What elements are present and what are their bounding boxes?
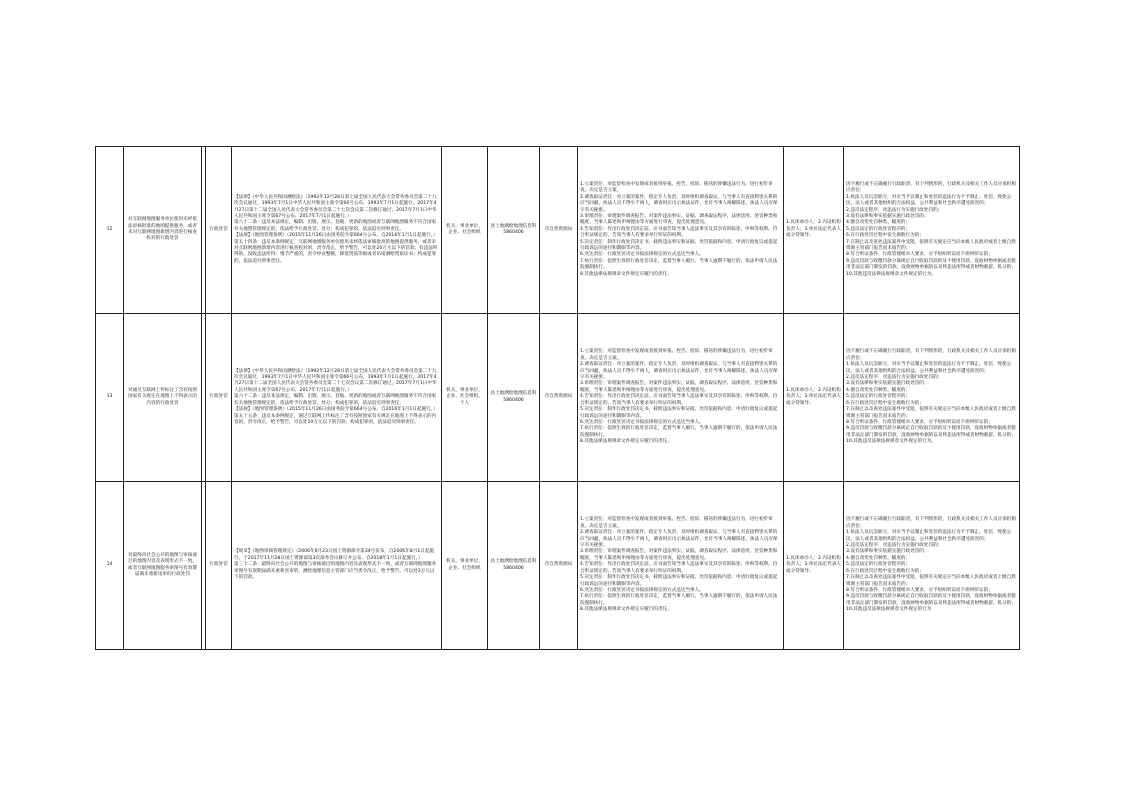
liability bbox=[844, 147, 1020, 314]
legal-basis bbox=[232, 314, 442, 482]
item-category: 行政处罚 bbox=[206, 147, 232, 314]
item-category: 行政处罚 bbox=[206, 314, 232, 482]
responsibility bbox=[578, 314, 784, 482]
liability bbox=[844, 482, 1020, 650]
responsibility bbox=[578, 482, 784, 650]
liability bbox=[844, 314, 1020, 482]
subject: 机关、事业单位、企业、社会组织 bbox=[442, 482, 488, 650]
responsibility-text: 1.立案责任：对监督检查中发现或者接到举报、控告、投诉、移送的涉嫌违法行为，进行初步审查，决定是否立案。 2.调查取证责任：对立案的案件，指定专人负责，及时组织调查取证，与当事人有直接利害关系的应当回避。执法人员不得少于两人，调查时应出示执法证件，允许当事人辩解陈述。执法人员应保守有关秘密。 3.审理责任：审理案件调查报告，对案件违法事实、证据、调查取证程序、法律适用、处罚种类和幅度、当事人陈述和申辩理由等方面进行审查，提出处理意见。 4.告知责任：作出行政处罚决定前，应书面告知当事人违法事实及其享有的陈述、申辩等权利。符合听证规定的，告知当事人有要求举行听证的权利。 5.决定责任：制作行政处罚决定书，载明违法事实和证据、处罚依据和内容、申请行政复议或提起行政诉讼的途径和期限等内容。 6.送达责任：行政处罚决定书按法律规定的方式送达当事人。 7.执行责任：依照生效的行政处罚决定，监督当事人履行。当事人逾期不履行的，依法申请人民法院强制执行。 8.其他法律法规规章文件规定应履行的责任。 bbox=[580, 517, 778, 613]
implementing-dept: 县土地测绘地理信息科5860406 bbox=[488, 147, 540, 314]
accountability-way: 1.具体承办人；2.内设机构负责人；3.单位法定代表人或分管领导。 bbox=[784, 482, 844, 650]
legal-basis-text: 【法律】《中华人民共和国测绘法》（1992年12月28日第七届全国人民代表大会常务委员会第二十九次会议通过，1993年7月1日中华人民共和国主席令第66号公布，1993年7月1日起施行。2017年4月27日第十二届全国人民代表大会常务委员会第二十七次会议第二次修订通过，2017年7月1日中华人民共和国主席令第67号公布，2017年7月1日起施行。） 第六十二条：违反本法规定，编制、出版、展示、登载、更新的地图或者互联网地图服务不符合国家有关地图管理规定的，依法给予行政处罚、处分；构成犯罪的，依法追究刑事责任。 【法规】《地图管理条例》（2015年11月26日由国务院令第664号公布，自2016年1月1日起施行。） 第五十四条：违反本条例规定，互联网地图服务单位使用未经依法审核批准的地图提供服务，或者未对互联网地图新增内容进行核查校对的，责令改正，给予警告，可以处20万元以下的罚款；有违法所得的，没收违法所得；情节严重的，责令停业整顿，降低资质等级或者吊销测绘资质证书；构成犯罪的，依法追究刑事责任。 bbox=[234, 194, 438, 264]
liability-text: 因不履行或不正确履行行政职责，有下列情形的，行政机关及相关工作人员应承担相应责任： 1.执法人员玩忽职守，对应当予以制止和处罚的违法行为不予制止、处罚，致使公民、法人或者其他组织的合法权益、公共利益和社会秩序遭受损害的； 2.违反法定程序，对违法行为实施行政处罚的； 3.没有法律和事实依据实施行政处罚的； 4.擅自改变处罚种类、幅度的； 5.违反法定的行政处罚程序的； 6.在行政处罚过程中发生腐败行为的； 7.在制止以及查处违法案件中受阻，依照有关规定应当向本级人民政府或者上级自然资源主管部门报告而未报告的； 8.符合听证条件、行政管理相对人要求，应予组织听证而不组织听证的； 9.违反罚款与收缴罚款分离规定自行收取罚款的及不使用罚款、没收财物单据或者使用非法定部门制发的罚款、没收财物单据的以及将违法所得或者财物截留、私分的； 10.其他违反法律法规规章文件规定的行为 bbox=[846, 517, 1016, 613]
item-name: 对互联网地图服务单位使用未经依法审核批准的地图提供服务，或者未对互联网地图新增内容进行核查校对的行政处罚 bbox=[124, 147, 202, 314]
implementing-dept: 县土地测绘地理信息科5860406 bbox=[488, 314, 540, 482]
liability-text: 因不履行或不正确履行行政职责，有下列情形的，行政机关及相关工作人员应承担相应责任： 1.执法人员玩忽职守，对应当予以制止和处罚的违法行为不予制止、处罚，致使公民、法人或者其他组织的合法权益、公共利益和社会秩序遭受损害的； 2.违反法定程序，对违法行为实施行政处罚的； 3.没有法律和事实依据实施行政处罚的； 4.擅自改变处罚种类、幅度的； 5.违反法定的行政处罚程序的； 6.在行政处罚过程中发生腐败行为的； 7.在制止以及查处违法案件中受阻，依照有关规定应当向本级人民政府或者上级自然资源主管部门报告而未报告的； 8.符合听证条件、行政管理相对人要求，应予组织听证而不组织听证的； 9.违反罚款与收缴罚款分离规定自行收取罚款的及不使用罚款、没收财物单据或者使用非法定部门制发的罚款、没收财物单据的以及将违法所得或者财物截留、私分的； 10.其他违反法律法规规章文件规定的行为。 bbox=[846, 349, 1016, 445]
supervising-dept: 市自然资源局 bbox=[540, 314, 578, 482]
item-name: 对最终向社会公开的地图与审核通过的地图内容及表现形式不一致，或者互联网地图服务审图号有效期届满未重新送审的行政处罚 bbox=[124, 482, 202, 650]
power-list-table bbox=[95, 146, 1020, 650]
legal-basis bbox=[232, 147, 442, 314]
subject: 机关、事业单位、企业、社会组织 bbox=[442, 147, 488, 314]
legal-basis bbox=[232, 482, 442, 650]
accountability-way: 1.具体承办人；2.内设机构负责人；3.单位法定代表人或分管领导。 bbox=[784, 147, 844, 314]
table-row bbox=[96, 482, 1020, 650]
item-name: 对通过互联网上传标注了含有按照国家有关规定在地图上不得表示的内容的行政处罚 bbox=[124, 314, 202, 482]
liability-text: 因不履行或不正确履行行政职责，有下列情形的，行政机关及相关工作人员应承担相应责任： 1.执法人员玩忽职守，对应当予以制止和处罚的违法行为不予制止、处罚，致使公民、法人或者其他组织的合法权益、公共利益和社会秩序遭受损害的； 2.违反法定程序，对违法行为实施行政处罚的； 3.没有法律和事实依据实施行政处罚的； 4.擅自改变处罚种类、幅度的； 5.违反法定的行政处罚程序的； 6.在行政处罚过程中发生腐败行为的； 7.在制止以及查处违法案件中受阻，依照有关规定应当向本级人民政府或者上级自然资源主管部门报告而未报告的； 8.符合听证条件、行政管理相对人要求，应予组织听证而不组织听证的； 9.违反罚款与收缴罚款分离规定自行收取罚款的及不使用罚款、没收财物单据或者使用非法定部门制发的罚款、没收财物单据的以及将违法所得或者财物截留、私分的； 10.其他违反法律法规规章文件规定的行为。 bbox=[846, 181, 1016, 277]
implementing-dept: 县土地测绘地理信息科5860406 bbox=[488, 482, 540, 650]
supervising-dept: 市自然资源局 bbox=[540, 482, 578, 650]
table-row bbox=[96, 147, 1020, 314]
subject: 机关、事业单位、企业、社会组织、个人 bbox=[442, 314, 488, 482]
accountability-way: 1.具体承办人；2.内设机构负责人；3.单位法定代表人或分管领导。 bbox=[784, 314, 844, 482]
table-row bbox=[96, 314, 1020, 482]
responsibility-text: 1.立案责任：对监督检查中发现或者接到举报、控告、投诉、移送的涉嫌违法行为，进行初步审查，决定是否立案。 2.调查取证责任：对立案的案件，指定专人负责，及时组织调查取证，与当事人有直接利害关系的应当回避。执法人员不得少于两人，调查时应出示执法证件，允许当事人辩解陈述。执法人员应保守有关秘密。 3.审理责任：审理案件调查报告，对案件违法事实、证据、调查取证程序、法律适用、处罚种类和幅度、当事人陈述和申辩理由等方面进行审查，提出处理意见。 4.告知责任：作出行政处罚决定前，应书面告知当事人违法事实及其享有的陈述、申辩等权利。符合听证规定的，告知当事人有要求举行听证的权利。 5.决定责任：制作行政处罚决定书，载明违法事实和证据、处罚依据和内容、申请行政复议或提起行政诉讼的途径和期限等内容。 6.送达责任：行政处罚决定书按法律规定的方式送达当事人。 7.执行责任：依照生效的行政处罚决定，监督当事人履行。当事人逾期不履行的，依法申请人民法院强制执行。 8.其他法律法规规章文件规定应履行的责任。 bbox=[580, 349, 778, 445]
supervising-dept: 市自然资源局 bbox=[540, 147, 578, 314]
legal-basis-text: 【规章】《地图审核管理规定》（2006年6月23日国土资源部令第34号发布，自2006年8月1日起施行。于2017年11月28日国土资源部第3次部务会议修订并公布，自2018年1月1日起施行。） 第三十二条：最终向社会公开的地图与审核通过的地图内容及表现形式不一致，或者互联网地图服务审图号有效期届满未重新送审的，测绘地理信息主管部门应当责令改正，给予警告，可以处3万元以下的罚款。 bbox=[234, 549, 437, 581]
row-number: 13 bbox=[96, 314, 124, 482]
row-number: 12 bbox=[96, 147, 124, 314]
row-number: 14 bbox=[96, 482, 124, 650]
responsibility-text: 1.立案责任：对监督检查中发现或者接到举报、控告、投诉、移送的涉嫌违法行为，进行初步审查，决定是否立案。 2.调查取证责任：对立案的案件，指定专人负责，及时组织调查取证，与当事人有直接利害关系的应当回避。执法人员不得少于两人，调查时应出示执法证件，允许当事人辩解陈述。执法人员应保守有关秘密。 3.审理责任：审理案件调查报告，对案件违法事实、证据、调查取证程序、法律适用、处罚种类和幅度、当事人陈述和申辩理由等方面进行审查，提出处理意见。 4.告知责任：作出行政处罚决定前，应书面告知当事人违法事实及其享有的陈述、申辩等权利。符合听证规定的，告知当事人有要求举行听证的权利。 5.决定责任：制作行政处罚决定书，载明违法事实和证据、处罚依据和内容、申请行政复议或提起行政诉讼的途径和期限等内容。 6.送达责任：行政处罚决定书按法律规定的方式送达当事人。 7.执行责任：依照生效的行政处罚决定，监督当事人履行。当事人逾期不履行的，依法申请人民法院强制执行。 8.其他法律法规规章文件规定应履行的责任。 bbox=[580, 181, 778, 277]
legal-basis-text: 【法律】《中华人民共和国测绘法》（1992年12月28日第七届全国人民代表大会常务委员会第二十九次会议通过，1993年7月1日中华人民共和国主席令第66号公布，1993年7月1日起施行。2017年4月27日第十二届全国人民代表大会常务委员会第二十七次会议第二次修订通过，2017年7月1日中华人民共和国主席令第67号公布，2017年7月1日起施行。） 第六十二条：违反本法规定，编制、出版、展示、登载、更新的地图或者互联网地图服务不符合国家有关地图管理规定的，依法给予行政处罚、处分；构成犯罪的，依法追究刑事责任。 【法规】《地图管理条例》（2015年11月26日由国务院令第664号公布，自2016年1月1日起施行。） 第五十五条：违反本条例规定，通过互联网上传标注了含有按照国家有关规定在地图上不得表示的内容的，责令改正，给予警告，可以处10万元以下的罚款；构成犯罪的，依法追究刑事责任。 bbox=[234, 368, 438, 425]
item-category: 行政处罚 bbox=[206, 482, 232, 650]
responsibility bbox=[578, 147, 784, 314]
